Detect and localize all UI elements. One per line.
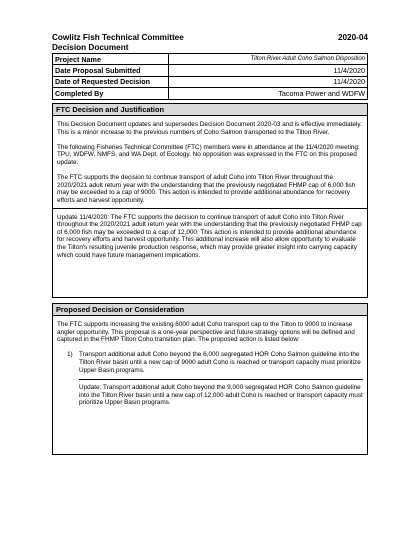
date-submitted-value: 11/4/2020 <box>169 65 368 76</box>
project-info-table <box>52 53 368 100</box>
section-body <box>53 316 367 409</box>
paragraph: The FTC supports increasing the existing 6000 adult Coho transport cap to the Tilton to 9000 to increase angler opportunity. This proposal is a one-year perspective and future strategy options will be defined and captured in the FHMP Tilton Coho transition plan. The proposed action is listed below: <box>57 321 355 344</box>
table-row <box>53 76 368 87</box>
project-name-label: Project Name <box>53 54 169 65</box>
section-body <box>53 116 367 261</box>
completed-by-value: Tacoma Power and WDFW <box>169 88 368 99</box>
proposed-decision-section <box>52 303 368 455</box>
update-paragraph: Update: Transport additional adult Coho beyond the 9,000 segregated HOR Coho Salmon guideline into the Tilton River basin until a new cap of 12,000 adult Coho is reached or transport capacity must prioritize Upper Basin programs. <box>79 379 363 407</box>
list-text: Transport additional adult Coho beyond the 6,000 segregated HOR Coho Salmon guideline into the Tilton River basin until a new cap of 9000 adult Coho is reached or transport capacity must prioritize Upper Basin programs. <box>79 351 361 374</box>
date-requested-label: Date of Requested Decision <box>53 76 169 87</box>
paragraph: The following Fisheries Technical Committee (FTC) members were in attendance at the 11/4/2020 meeting: TPU, WDFW, NMFS, and WA Dept. of Ecology. No opposition was expressed in the FTC on this proposed update. <box>57 143 360 166</box>
paragraph: The FTC supports the decision to continue transport of adult Coho into Tilton River throughout the 2020/2021 adult return year with the understanding that the previously negotiated FHMP cap of 6,000 fish may be exceeded to a cap of 9000. This action is intended to provide additional abundance for recovery efforts and harvest opportunity. <box>57 174 356 204</box>
document-type: Decision Document <box>52 42 129 52</box>
document-number: 2020-04 <box>337 33 368 42</box>
paragraph: This Decision Document updates and supersedes Decision Document 2020-03 and is effective immediately. This is a minor increase to the previous numbers of Coho Salmon transported to the Tilton River. <box>57 121 362 136</box>
section-title: FTC Decision and Justification <box>53 104 367 116</box>
table-row <box>53 65 368 76</box>
date-requested-value: 11/4/2020 <box>169 76 368 87</box>
document-header <box>52 33 368 52</box>
table-row <box>53 54 368 65</box>
organization-name: Cowlitz Fish Technical Committee <box>52 33 184 42</box>
date-submitted-label: Date Proposal Submitted <box>53 65 169 76</box>
table-row <box>53 88 368 99</box>
ftc-decision-section <box>52 103 368 298</box>
update-paragraph: Update 11/4/2020: The FTC supports the decision to continue transport of adult Coho into Tilton River throughout the 2020/2021 adult return year with the understanding that the previously negotiated FHMP cap of 6,000 fish may be exceeded to a cap of 12,000. This action is intended to provide additional abundance for recovery efforts and harvest opportunity. This additional increase will also allow opportunity to evaluate the Tilton's resulting juvenile production response, which may provide greater insight into carrying capacity which could have future management implications. <box>53 208 367 260</box>
completed-by-label: Completed By <box>53 88 169 99</box>
list-item <box>57 351 363 374</box>
section-title: Proposed Decision or Consideration <box>53 304 367 316</box>
list-number: 1) <box>67 351 73 359</box>
project-name-value: Tilton River Adult Coho Salmon Disposition <box>169 54 368 65</box>
